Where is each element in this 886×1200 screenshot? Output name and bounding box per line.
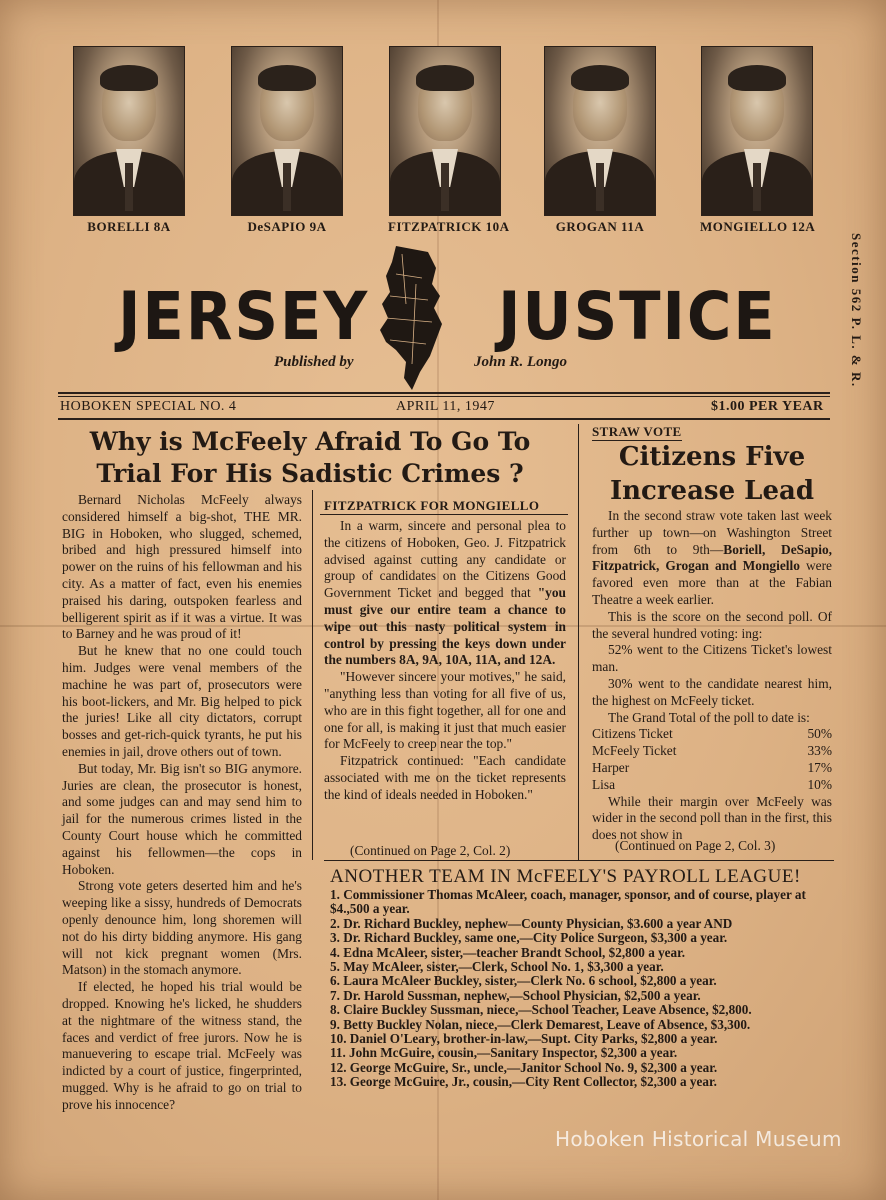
tally-label: Lisa (592, 776, 616, 792)
candidate-names: Boriell, DeSapio, Fitzpatrick, Grogan and Mongiello (592, 541, 832, 574)
continued-note: (Continued on Page 2, Col. 2) (350, 843, 511, 858)
fitzpatrick-subhead: FITZPATRICK FOR MONGIELLO (324, 498, 540, 513)
payroll-item: 8. Claire Buckley Sussman, niece,—School Teacher, Leave Absence, $2,800. (330, 1002, 752, 1018)
article-paragraph: Bernard Nicholas McFeely always considered himself a big-shot, THE MR. BIG in Hoboken, who slugged, schemed, bribed and high pressured himself into power on the ruins of his fellowman and his city. As a matter of fact, even his enemies praised his daring, outspoken fearless and belligerent spirit as if it was a virtue. It was to Barney and he was proud of it! (62, 492, 302, 642)
article-paragraph: 30% went to the candidate nearest him, the highest on McFeely ticket. (592, 675, 832, 708)
portrait-caption: DeSAPIO 9A (247, 219, 327, 234)
museum-watermark: Hoboken Historical Museum (555, 1127, 842, 1151)
payroll-item: 6. Laura McAleer Buckley, sister,—Clerk No. 6 school, $2,800 a year. (330, 973, 717, 989)
payroll-title: ANOTHER TEAM IN McFEELY'S PAYROLL LEAGUE! (330, 866, 801, 887)
publisher-name: John R. Longo (474, 354, 567, 370)
candidate-photo (389, 46, 501, 216)
payroll-item: 10. Daniel O'Leary, brother-in-law,—Supt. City Parks, $2,800 a year. (330, 1031, 718, 1047)
portrait-caption: MONGIELLO 12A (700, 219, 816, 234)
paragraph-text: In the second straw vote taken last week further up town—on Washington Street from 6th to 9th— (592, 508, 832, 557)
column-divider (578, 424, 579, 860)
payroll-item: 7. Dr. Harold Sussman, nephew,—School Physician, $2,500 a year. (330, 987, 701, 1003)
portrait-fitzpatrick (388, 46, 510, 235)
tally-value: 50% (807, 726, 832, 742)
postal-section-note: Section 562 P. L. & R. (849, 233, 864, 388)
tally-label: McFeely Ticket (592, 743, 677, 759)
portrait-borelli (72, 46, 186, 235)
straw-headline-line-1: Citizens Five (618, 442, 806, 472)
payroll-item: 3. Dr. Richard Buckley, same one,—City Police Surgeon, $3,300 a year. (330, 930, 728, 946)
payroll-item: 5. May McAleer, sister,—Clerk, School No. 1, $3,300 a year. (330, 959, 664, 975)
tally-row (592, 726, 832, 743)
article-paragraph: The Grand Total of the poll to date is: (608, 709, 810, 725)
lead-headline-line-2: Trial For His Sadistic Crimes ? (96, 459, 524, 488)
tally-row (592, 743, 832, 760)
subscription-price: $1.00 PER YEAR (711, 399, 824, 414)
lead-headline (60, 426, 560, 490)
portrait-caption: GROGAN 11A (555, 219, 645, 234)
payroll-item: 11. John McGuire, cousin,—Sanitary Inspector, $2,300 a year. (330, 1045, 678, 1061)
article-paragraph: While their margin over McFeely was wider in the second poll than in the first, this does not show in (592, 793, 832, 843)
article-paragraph (324, 518, 566, 669)
straw-vote-tag: STRAW VOTE (592, 424, 682, 439)
candidate-photo (231, 46, 343, 216)
payroll-item: 12. George McGuire, Sr., uncle,—Janitor School No. 9, $2,300 a year. (330, 1059, 718, 1075)
article-paragraph (592, 508, 832, 609)
payroll-item: 4. Edna McAleer, sister,—teacher Brandt School, $2,800 a year. (330, 944, 686, 960)
paragraph-text: In a warm, sincere and personal plea to the citizens of Hoboken, Geo. J. Fitzpatrick advised against cutting any candidate or group of candidates on the Citizens Good Government Ticket and begged that (324, 518, 566, 601)
subhead-rule (320, 514, 568, 515)
straw-vote-column (592, 508, 832, 844)
tally-row (592, 760, 832, 777)
fitzpatrick-column (324, 518, 566, 804)
straw-vote-headline (590, 440, 834, 508)
tally-value: 10% (807, 776, 832, 792)
paragraph-text: were favored even more than at the Fabian Theatre a week earlier. (592, 558, 832, 607)
paragraph-bold-quote: "you must give our entire team a chance to wipe out this nasty political system in control by pressing the keys down under the numbers 8A, 9A, 10A, 11A, and 12A. (324, 585, 566, 668)
portrait-mongiello (700, 46, 814, 235)
tally-label: Harper (592, 759, 630, 775)
masthead-right: JUSTICE (498, 278, 777, 355)
tally-value: 17% (807, 759, 832, 775)
issue-date: APRIL 11, 1947 (396, 399, 495, 414)
candidate-photo (544, 46, 656, 216)
masthead-left: JERSEY (118, 278, 370, 355)
tally-row (592, 777, 832, 794)
article-paragraph: "However sincere your motives," he said, "anything less than voting for all five of us, who are in this fight together, all for one and one for all, is making it just that much easier for McFeely to creep near the top." (324, 669, 566, 752)
candidate-photo (701, 46, 813, 216)
new-jersey-map-icon (376, 244, 448, 392)
rule-top-thin (58, 396, 830, 397)
article-paragraph: If elected, he hoped his trial would be dropped. Knowing he's licked, he shudders at the nightmare of the witness stand, the faces and verdict of free jurors. Now he is manuevering to escape trial. McFeely was indicted by a court of justice, fingerprinted, mugged. Why is he afraid to go on trial to prove his innocence? (62, 979, 302, 1112)
portrait-caption: BORELLI 8A (87, 219, 171, 234)
edition-label: HOBOKEN SPECIAL NO. 4 (60, 399, 237, 414)
continued-note: (Continued on Page 2, Col. 3) (615, 838, 776, 853)
lead-article-column (62, 492, 302, 1113)
article-paragraph: 52% went to the Citizens Ticket's lowest man. (592, 642, 832, 675)
lead-headline-line-1: Why is McFeely Afraid To Go To (89, 427, 531, 456)
payroll-item: 9. Betty Buckley Nolan, niece,—Clerk Demarest, Leave of Absence, $3,300. (330, 1016, 751, 1032)
payroll-list (330, 888, 830, 1090)
article-paragraph: But he knew that no one could touch him. Judges were venal members of the machine he was part of, prosecutors were his boot-lickers, and Mr. Big helped to pick the juries! Like all city dictators, corrupt bosses and get-rich-quick tyrants, he put his enemies in jail, drove others out of town. (62, 643, 302, 759)
article-paragraph: This is the score on the second poll. Of the several hundred voting: ing: (592, 608, 832, 641)
tally-value: 33% (807, 743, 832, 759)
article-paragraph: Strong vote geters deserted him and he's weeping like a sissy, hundreds of Democrats openly denounce him, long shoremen will not do his dirty bidding anymore. His gang will not kick pregnant women (Mrs. Matson) in the stomach anymore. (62, 878, 302, 978)
straw-headline-line-2: Increase Lead (609, 476, 815, 506)
column-divider (312, 490, 313, 860)
payroll-item: 1. Commissioner Thomas McAleer, coach, manager, sponsor, and of course, player at $4.,500 a year. (330, 887, 806, 917)
poll-tally-table (592, 726, 832, 793)
candidate-photo (73, 46, 185, 216)
article-paragraph: Fitzpatrick continued: "Each candidate associated with me on the ticket represents the kind of ideals needed in Hoboken." (324, 753, 566, 802)
payroll-item: 2. Dr. Richard Buckley, nephew—County Physician, $3.600 a year AND (330, 915, 733, 931)
portrait-caption: FITZPATRICK 10A (388, 219, 510, 234)
payroll-rule (324, 860, 834, 861)
tally-label: Citizens Ticket (592, 726, 673, 742)
published-by-label: Published by (274, 354, 354, 370)
portrait-grogan (543, 46, 657, 235)
payroll-item: 13. George McGuire, Jr., cousin,—City Rent Collector, $2,300 a year. (330, 1074, 717, 1090)
rule-bottom (58, 418, 830, 420)
portrait-desapio (230, 46, 344, 235)
article-paragraph: But today, Mr. Big isn't so BIG anymore. Juries are clean, the prosecutor is honest, and some judges can and may send him to jail for the numerous crimes listed in the County Court house which he committed against his fellowmen—the cops in Hoboken. (62, 760, 302, 877)
rule-top (58, 392, 830, 394)
